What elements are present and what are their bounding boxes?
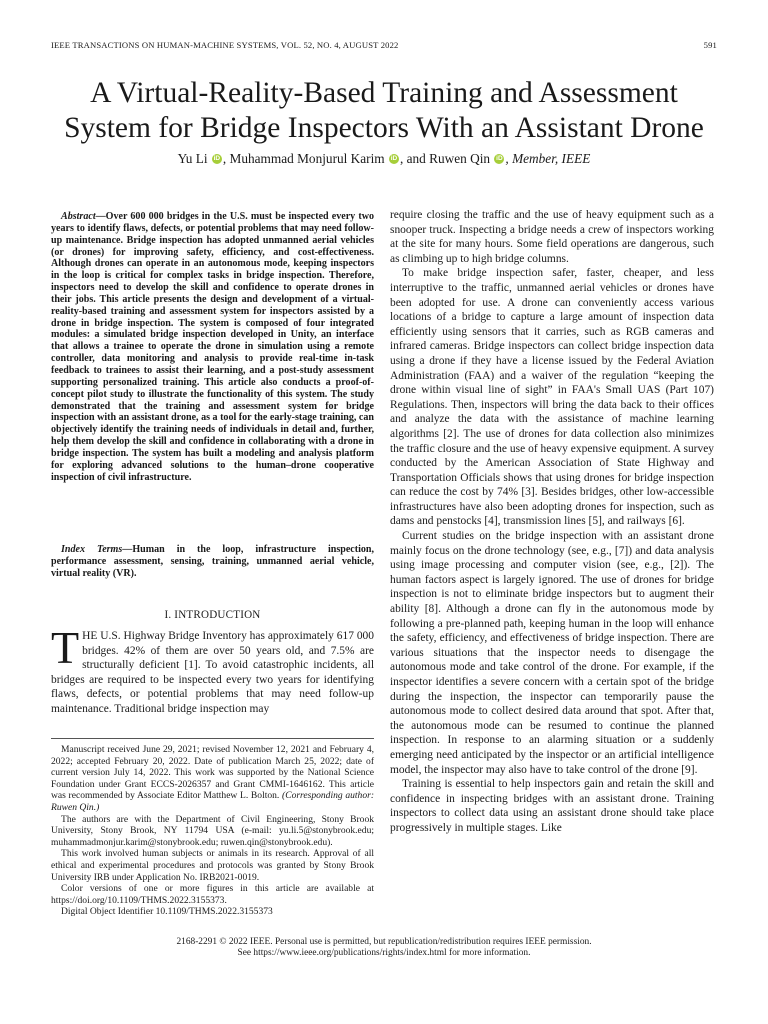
abstract bbox=[51, 211, 374, 483]
orcid-icon[interactable]: iD bbox=[390, 155, 398, 162]
footnote-affiliation: The authors are with the Department of Civil Engineering, Stony Brook University, Stony Brook, NY 11794 USA (e-mail: yu.li.5@stonybrook.edu; muhammadmonjur.karim@stonybrook.edu; ruwen.qin@stonybrook.edu). bbox=[51, 813, 374, 848]
footnote-manuscript bbox=[51, 744, 374, 814]
author-1: Yu Li bbox=[177, 151, 208, 166]
copyright-notice bbox=[51, 937, 717, 959]
footnote-rule bbox=[51, 738, 374, 739]
right-paragraph-4: Training is essential to help inspectors gain and retain the skill and confidence in inspecting bridges with an assistant drone. Training inspectors to collect data using an assistant drone should take place progressively in multiple stages. Like bbox=[390, 778, 714, 834]
right-paragraph-3: Current studies on the bridge inspection with an assistant drone mainly focus on the drone technology (see, e.g., [7]) and data analysis using image processing and computer vision (see, e.g., [2]). The human factors aspect is largely ignored. The use of drones for bridge inspection is not to eliminate bridge inspectors but to augment their ability [8]. Although a drone can fly in the autonomous mode by following a pre-planned path, keeping human in the loop will enhance the safety, efficiency, and effectiveness of bridge inspection. There are various situations that the inspector needs to disengage the autonomous mode and take control of the drone. For example, if the inspector identifies a severe concern with a certain spot of the bridge during the inspection, the inspector can temporarily pause the autonomous mode to collect desired data around that spot. After that, the autonomous mode can be resumed to continue the planned inspection. In response to an alarming situation or a suddenly emerging need anticipated by the inspector or an artificial intelligence model, the inspector may also have to take control of the drone [9]. bbox=[390, 530, 714, 776]
section-initial: I bbox=[174, 609, 179, 621]
index-terms-text: —Human in the loop, infrastructure inspection, performance assessment, sensing, training, unmanned aerial vehicle, virtual reality (VR). bbox=[51, 544, 374, 579]
right-paragraph-1: require closing the traffic and the use of heavy equipment such as a snooper truck. Inspecting a bridge needs a crew of inspectors working at the site for many hours. Some field operations are dangerous, such as climbing up to high bridge columns. bbox=[390, 209, 714, 265]
intro-text: U.S. Highway Bridge Inventory has approximately 617 000 bridges. 42% of them are over 50 years old, and 7.5% are structurally deficient [1]. To avoid catastrophic incidents, all bridges are required to be inspected every two years for identifying flaws, defects, or potential problems that may need follow-up maintenance. Traditional bridge inspection may bbox=[51, 630, 374, 715]
author-2: , Muhammad Monjurul Karim bbox=[222, 151, 385, 166]
copyright-line-2: See https://www.ieee.org/publications/rights/index.html for more information. bbox=[237, 948, 531, 959]
intro-paragraph bbox=[51, 622, 374, 717]
running-header bbox=[51, 40, 717, 52]
title-line-2: System for Bridge Inspectors With an Assistant Drone bbox=[64, 112, 704, 144]
copyright-line-1: 2168-2291 © 2022 IEEE. Personal use is permitted, but republication/redistribution requires IEEE permission. bbox=[176, 937, 592, 947]
footnote-manuscript-text: Manuscript received June 29, 2021; revised November 12, 2021 and February 4, 2022; accepted February 20, 2022. Date of publication March 25, 2022; date of current version July 14, 2022. This work was supported by the National Science Foundation under Grant ECCS-2026357 and Grant CMMI-1646162. This article was recommended by Associate Editor Matthew L. Bolton. bbox=[51, 744, 374, 802]
member-designation: , Member, IEEE bbox=[505, 151, 591, 166]
orcid-icon[interactable]: iD bbox=[213, 155, 221, 162]
title-line-1: A Virtual-Reality-Based Training and Assessment bbox=[90, 77, 678, 109]
author-3: , and Ruwen Qin bbox=[399, 151, 491, 166]
page-number: 591 bbox=[703, 40, 717, 50]
corresponding-author: (Corresponding author: Ruwen Qin.) bbox=[51, 790, 374, 813]
index-terms bbox=[51, 544, 374, 580]
drop-cap: T bbox=[51, 622, 80, 673]
section-number: I. bbox=[164, 609, 175, 621]
orcid-icon[interactable]: iD bbox=[496, 155, 503, 162]
section-title-rest: NTRODUCTION bbox=[178, 609, 261, 621]
paper-title bbox=[30, 76, 738, 146]
intro-lead: HE bbox=[82, 630, 98, 642]
journal-name: IEEE TRANSACTIONS ON HUMAN-MACHINE SYSTEMS, VOL. 52, NO. 4, AUGUST 2022 bbox=[51, 40, 399, 50]
right-paragraph-2: To make bridge inspection safer, faster, cheaper, and less interruptive to the traffic, unmanned aerial vehicles or drones have been adopted for use. A drone can conveniently access various locations of a bridge to capture a large amount of inspection data efficiently using sensors that it carries, such as RGB cameras and infrared cameras. Bridge inspectors can collect bridge inspection data using a drone if they have a license issued by the Federal Aviation Administration (FAA) and a waiver of the regulation “keeping the drone within visual line of sight” in FAA's Small UAS (Part 107) Regulations. Then, inspectors will bring the data back to their offices and analyze the data with the assistance of machine learning algorithms [2]. The use of drones for data collection also minimizes the traffic closure and the use of heavy expensive equipment. A survey conducted by the American Association of State Highway and Transportation Officials shows that using drones for bridge inspection can reduce the cost by 74% [3]. Besides bridges, other low-accessible infrastructures have also been adopting drones for inspection, such as dams and penstocks [4], transmission lines [5], and railways [6]. bbox=[390, 267, 714, 528]
abstract-text: —Over 600 000 bridges in the U.S. must be inspected every two years to identify flaws, defects, or potential problems that may need follow-up maintenance. Bridge inspection has adopted unmanned aerial vehicles (or drones) for improving safety, efficiency, and cost-effectiveness. Although drones can operate in an autonomous mode, keeping inspectors in the loop is critical for complex tasks in bridge inspection. Therefore, inspectors need to develop the skill and confidence to operate drones in their jobs. This article presents the design and development of a virtual-reality-based training and assessment system for inspectors assisted by a drone in bridge inspection. The system is composed of four integrated modules: a simulated bridge inspection developed in Unity, an interface that allows a trainee to operate the drone in simulation using a remote controller, data monitoring and analysis to provide real-time in-task feedback to trainees to assist their learning, and a post-study assessment supporting personalized training. This article also conducts a proof-of-concept pilot study to illustrate the functionality of this system. The study demonstrated that the training and assessment system for bridge inspection with an assistant drone, as a tool for the early-stage training, can objectively identify the training needs of individuals in detail and, further, help them develop the skill and confidence in collaborating with a drone in bridge inspection. The system has built a modeling and analysis platform for exploring advanced solutions to the human–drone cooperative inspection of civil infrastructure. bbox=[51, 211, 374, 483]
right-column bbox=[390, 208, 714, 836]
section-heading bbox=[51, 609, 374, 621]
footnotes bbox=[51, 744, 374, 918]
footnote-color-versions: Color versions of one or more figures in this article are available at https://doi.org/10.1109/THMS.2022.3155373. bbox=[51, 883, 374, 906]
abstract-label: Abstract bbox=[61, 211, 96, 222]
footnote-ethics: This work involved human subjects or animals in its research. Approval of all ethical and experimental procedures and protocols was granted by Stony Brook University IRB under Application No. IRB2021-0019. bbox=[51, 848, 374, 883]
author-list bbox=[30, 151, 738, 167]
index-terms-label: Index Terms bbox=[61, 544, 123, 555]
footnote-doi: Digital Object Identifier 10.1109/THMS.2022.3155373 bbox=[61, 906, 273, 918]
